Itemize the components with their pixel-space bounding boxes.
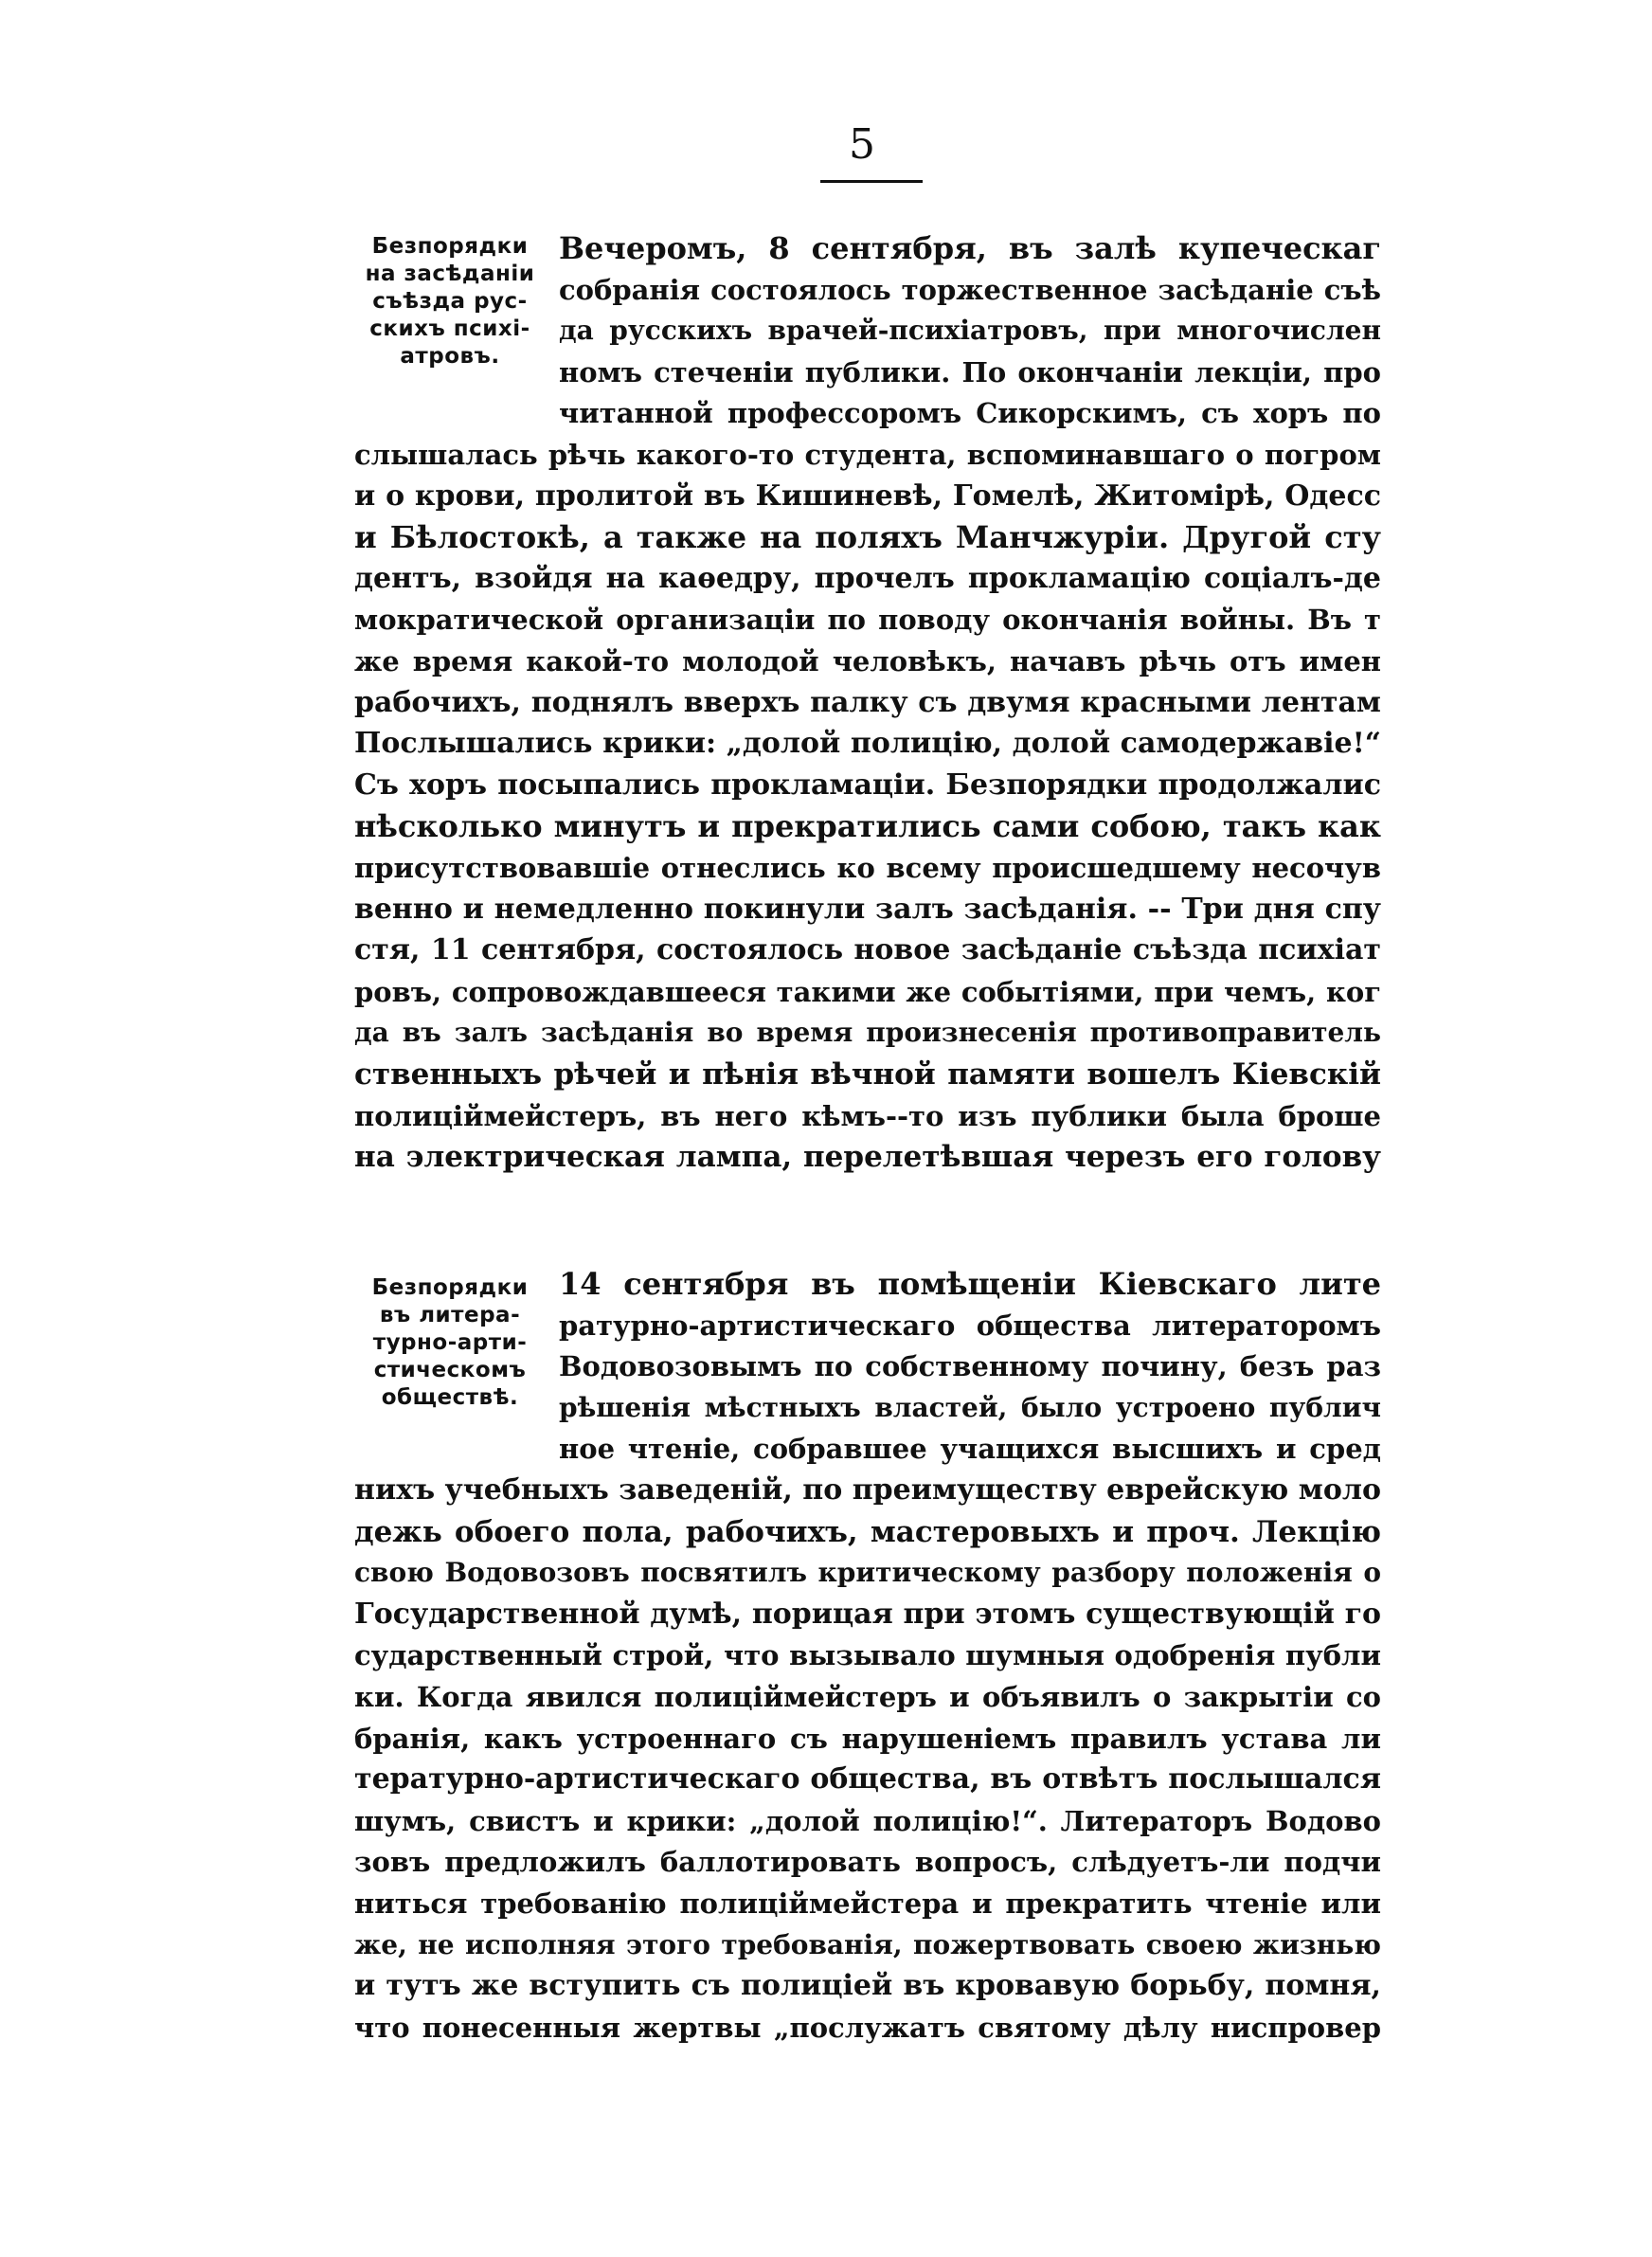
text-line: ратурно-артистическаго общества литераторомъ [559, 1309, 1381, 1342]
page-number-rule [820, 180, 923, 183]
text-line: Послышались крики: „долой полицію, долой самодержавіе!“ [354, 727, 1381, 761]
text-line: и о крови, пролитой въ Кишиневѣ, Гомелѣ, Житомірѣ, Одесс [354, 478, 1381, 513]
marginal-heading-line: стическомъ [373, 1358, 527, 1382]
text-line: Вечеромъ, 8 сентября, въ залѣ купеческаг [559, 230, 1381, 266]
text-line: свою Водовозовъ посвятилъ критическому разбору положенія о [354, 1557, 1381, 1589]
text-line: нихъ учебныхъ заведеній, по преимуществу еврейскую моло [354, 1473, 1381, 1507]
marginal-heading [352, 1274, 548, 1412]
text-line: мократической организаціи по поводу окончанія войны. Въ т [354, 604, 1381, 637]
text-line: ки. Когда явился полиціймейстеръ и объявилъ о закрытіи со [354, 1681, 1381, 1713]
marginal-heading-line: Безпорядки [371, 234, 529, 259]
text-line: ниться требованію полиціймейстера и прекратить чтеніе или [354, 1887, 1381, 1920]
marginal-heading-line: Безпорядки [371, 1275, 529, 1300]
text-line: собранія состоялось торжественное засѣданіе съѣ [559, 273, 1381, 306]
marginal-heading [352, 233, 548, 370]
marginal-heading-line: на засѣданіи [365, 262, 535, 286]
text-line: да русскихъ врачей-психіатровъ, при многочислен [559, 315, 1381, 347]
text-line: зовъ предложилъ баллотировать вопросъ, слѣдуетъ-ли подчи [354, 1846, 1381, 1879]
marginal-heading-line: обществѣ. [381, 1385, 519, 1410]
text-line: бранія, какъ устроеннаго съ нарушеніемъ правилъ устава ли [354, 1722, 1381, 1755]
text-line: да въ залъ засѣданія во время произнесенія противоправитель [354, 1017, 1381, 1049]
text-line: рабочихъ, поднялъ вверхъ палку съ двумя красными лентам [354, 685, 1381, 719]
marginal-heading-line: въ литера- [379, 1303, 521, 1327]
text-line: рѣшенія мѣстныхъ властей, было устроено публич [559, 1391, 1381, 1423]
text-line: Съ хоръ посыпались прокламаціи. Безпорядки продолжалис [354, 767, 1381, 802]
text-line: Государственной думѣ, порицая при этомъ существующій го [354, 1597, 1381, 1631]
text-line: венно и немедленно покинули залъ засѣданія. -- Три дня спу [354, 892, 1381, 926]
text-line: же время какой-то молодой человѣкъ, начавъ рѣчь отъ имен [354, 645, 1381, 677]
text-line: ственныхъ рѣчей и пѣнія вѣчной памяти вошелъ Кіевскій [354, 1057, 1381, 1092]
text-line: тературно-артистическаго общества, въ отвѣтъ послышался [354, 1762, 1381, 1797]
page-number: 5 [849, 120, 875, 169]
marginal-heading-line: атровъ. [400, 344, 500, 369]
marginal-heading-line: скихъ психі- [369, 316, 530, 341]
text-line: что понесенныя жертвы „послужатъ святому дѣлу ниспровер [354, 2011, 1381, 2044]
text-line: стя, 11 сентября, состоялось новое засѣданіе съѣзда психіат [354, 933, 1381, 967]
text-line: полиціймейстеръ, въ него кѣмъ--то изъ публики была броше [354, 1099, 1381, 1132]
text-line: номъ стеченіи публики. По окончаніи лекціи, про [559, 355, 1381, 388]
text-line: шумъ, свистъ и крики: „долой полицію!“. Литераторъ Водово [354, 1804, 1381, 1837]
text-line: и Бѣлостокѣ, а также на поляхъ Манчжуріи. Другой сту [354, 519, 1381, 556]
text-line: 14 сентября въ помѣщеніи Кіевскаго лите [559, 1266, 1381, 1302]
text-line: дентъ, взойдя на каѳедру, прочелъ прокламацію соціалъ-де [354, 561, 1381, 595]
marginal-heading-line: турно-арти- [372, 1330, 528, 1355]
text-line: и тутъ же вступить съ полиціей въ кровавую борьбу, помня, [354, 1969, 1381, 2003]
text-line: ровъ, сопровождавшееся такими же событіями, при чемъ, ког [354, 975, 1381, 1008]
text-line: дежь обоего пола, рабочихъ, мастеровыхъ и проч. Лекцію [354, 1514, 1381, 1549]
text-line: слышалась рѣчь какого-то студента, вспоминавшаго о погром [354, 439, 1381, 471]
marginal-heading-line: съѣзда рус- [372, 289, 528, 314]
text-line: ное чтеніе, собравшее учащихся высшихъ и сред [559, 1433, 1381, 1466]
text-line: же, не исполняя этого требованія, пожертвовать своею жизнью [354, 1928, 1381, 1960]
text-line: сударственный строй, что вызывало шумныя одобренія публи [354, 1639, 1381, 1672]
text-line: присутствовавшіе отнеслись ко всему происшедшему несочув [354, 852, 1381, 884]
text-line: Водовозовымъ по собственному почину, безъ раз [559, 1350, 1381, 1383]
text-line: на электрическая лампа, перелетѣвшая черезъ его голову [354, 1140, 1381, 1175]
text-line: нѣсколько минутъ и прекратились сами собою, такъ как [354, 808, 1381, 845]
text-line: читанной профессоромъ Сикорскимъ, съ хоръ по [559, 397, 1381, 430]
